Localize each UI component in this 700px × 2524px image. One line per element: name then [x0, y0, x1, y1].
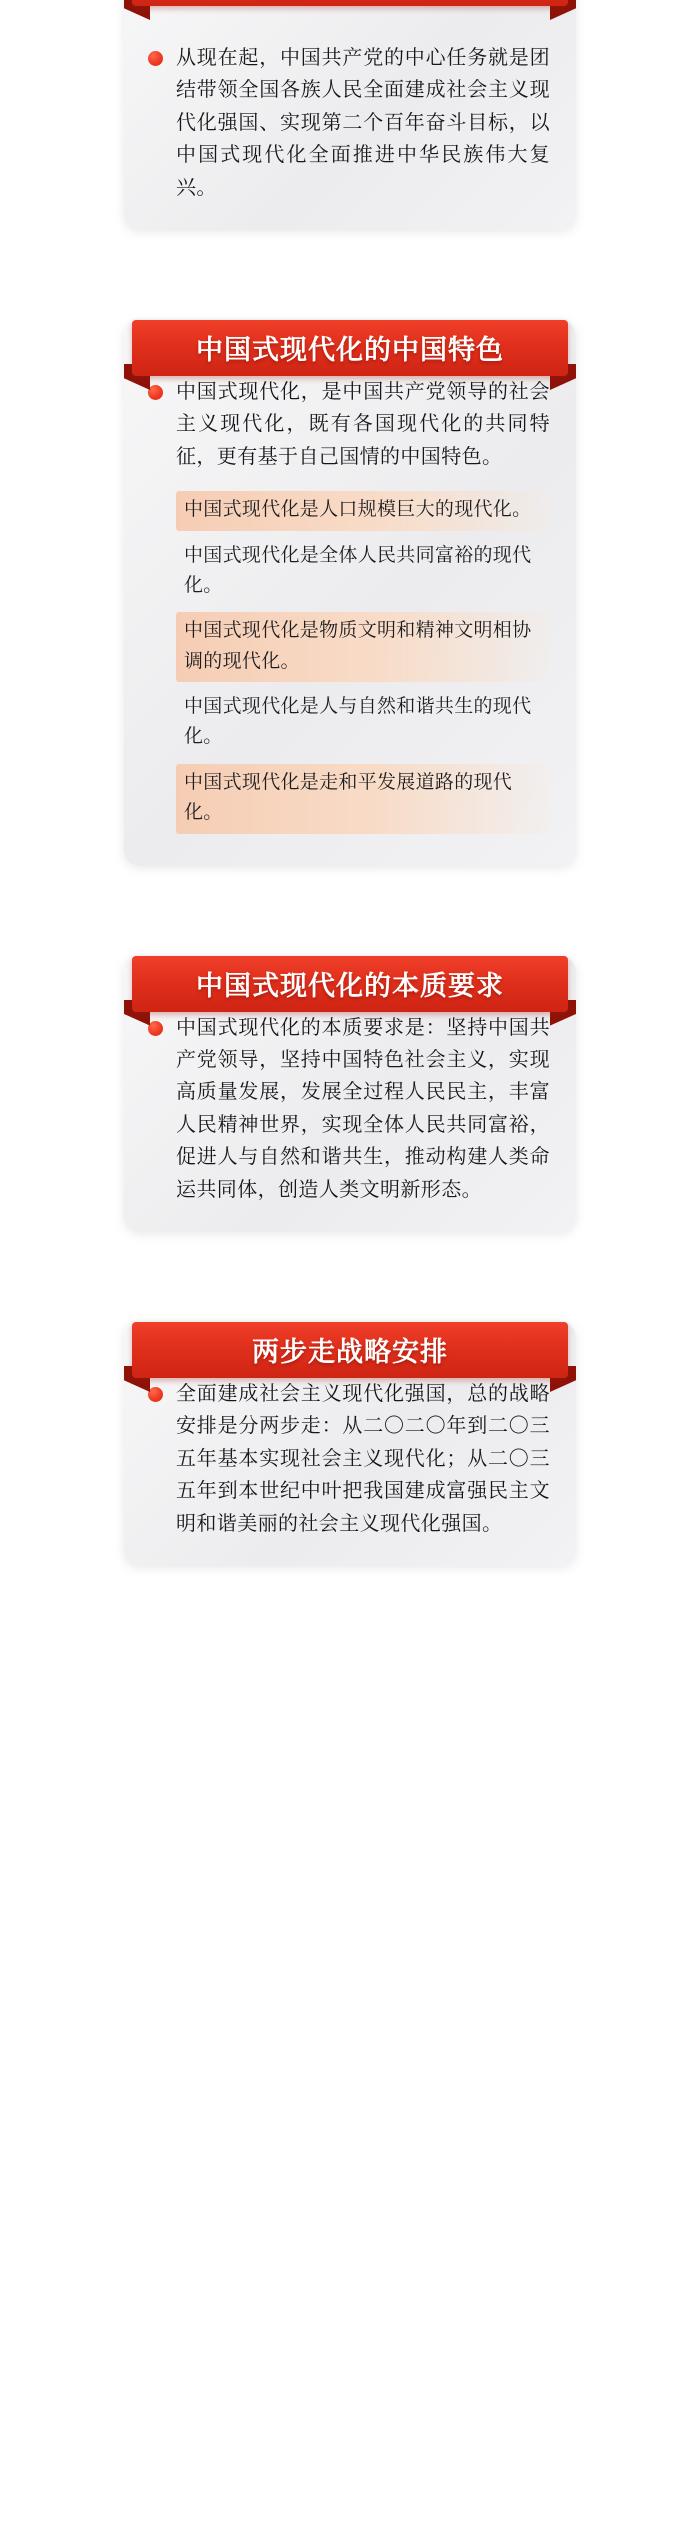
section-banner: [124, 0, 576, 10]
banner-plate: [132, 1322, 568, 1378]
bullet-dot-icon: [148, 1387, 163, 1402]
sub-item: 中国式现代化是走和平发展道路的现代化。: [176, 764, 550, 834]
banner-title: 两步走战略安排: [252, 1337, 448, 1368]
sub-item: 中国式现代化是全体人民共同富裕的现代化。: [184, 544, 532, 596]
section-gap: [0, 866, 700, 928]
sub-item: 中国式现代化是人口规模巨大的现代化。: [176, 491, 550, 530]
paragraph-text: 中国式现代化，是中国共产党领导的社会主义现代化，既有各国现代化的共同特征，更有基于自己国情的中国特色。: [176, 380, 550, 468]
section-card: [124, 0, 576, 230]
paragraph-text: 从现在起，中国共产党的中心任务就是团结带领全国各族人民全面建成社会主义现代化强国、实现第二个百年奋斗目标，以中国式现代化全面推进中华民族伟大复兴。: [176, 47, 550, 199]
sub-item: 中国式现代化是物质文明和精神文明相协调的现代化。: [176, 612, 550, 682]
section-body: [124, 990, 576, 1206]
section-essential-requirements: [0, 956, 700, 1232]
sub-item-list: [176, 491, 550, 834]
section-banner: [124, 956, 576, 1016]
section-gap: [0, 230, 700, 292]
section-two-step-strategy: [0, 1322, 700, 1566]
banner-plate: [132, 956, 568, 1012]
paragraph-text: 中国式现代化的本质要求是：坚持中国共产党领导，坚持中国特色社会主义，实现高质量发展，发展全过程人民民主，丰富人民精神世界，实现全体人民共同富裕，促进人与自然和谐共生，推动构建人类命运共同体，创造人类文明新形态。: [176, 1016, 550, 1201]
banner-plate: [132, 0, 568, 6]
section-gap: [0, 1232, 700, 1294]
section-banner: [124, 1322, 576, 1382]
section-body: [124, 1356, 576, 1540]
section-body: [124, 20, 576, 204]
bullet-dot-icon: [148, 385, 163, 400]
paragraph-text: 全面建成社会主义现代化强国，总的战略安排是分两步走：从二〇二〇年到二〇三五年基本实现社会主义现代化；从二〇三五年到本世纪中叶把我国建成富强民主文明和谐美丽的社会主义现代化强国。: [176, 1382, 550, 1535]
sub-item: 中国式现代化是人与自然和谐共生的现代化。: [184, 696, 532, 748]
section-body: [124, 354, 576, 834]
banner-title: 中国式现代化的本质要求: [196, 971, 504, 1002]
section-central-task: [0, 0, 700, 230]
section-card: [124, 320, 576, 866]
banner-plate: [132, 320, 568, 376]
section-chinese-characteristics: [0, 320, 700, 866]
section-banner: [124, 320, 576, 380]
bullet-dot-icon: [148, 51, 163, 66]
bullet-paragraph: [148, 20, 550, 204]
banner-title: 中国式现代化的中国特色: [196, 335, 504, 366]
bullet-paragraph: [148, 990, 550, 1206]
bullet-dot-icon: [148, 1021, 163, 1036]
bullet-paragraph: [148, 1356, 550, 1540]
